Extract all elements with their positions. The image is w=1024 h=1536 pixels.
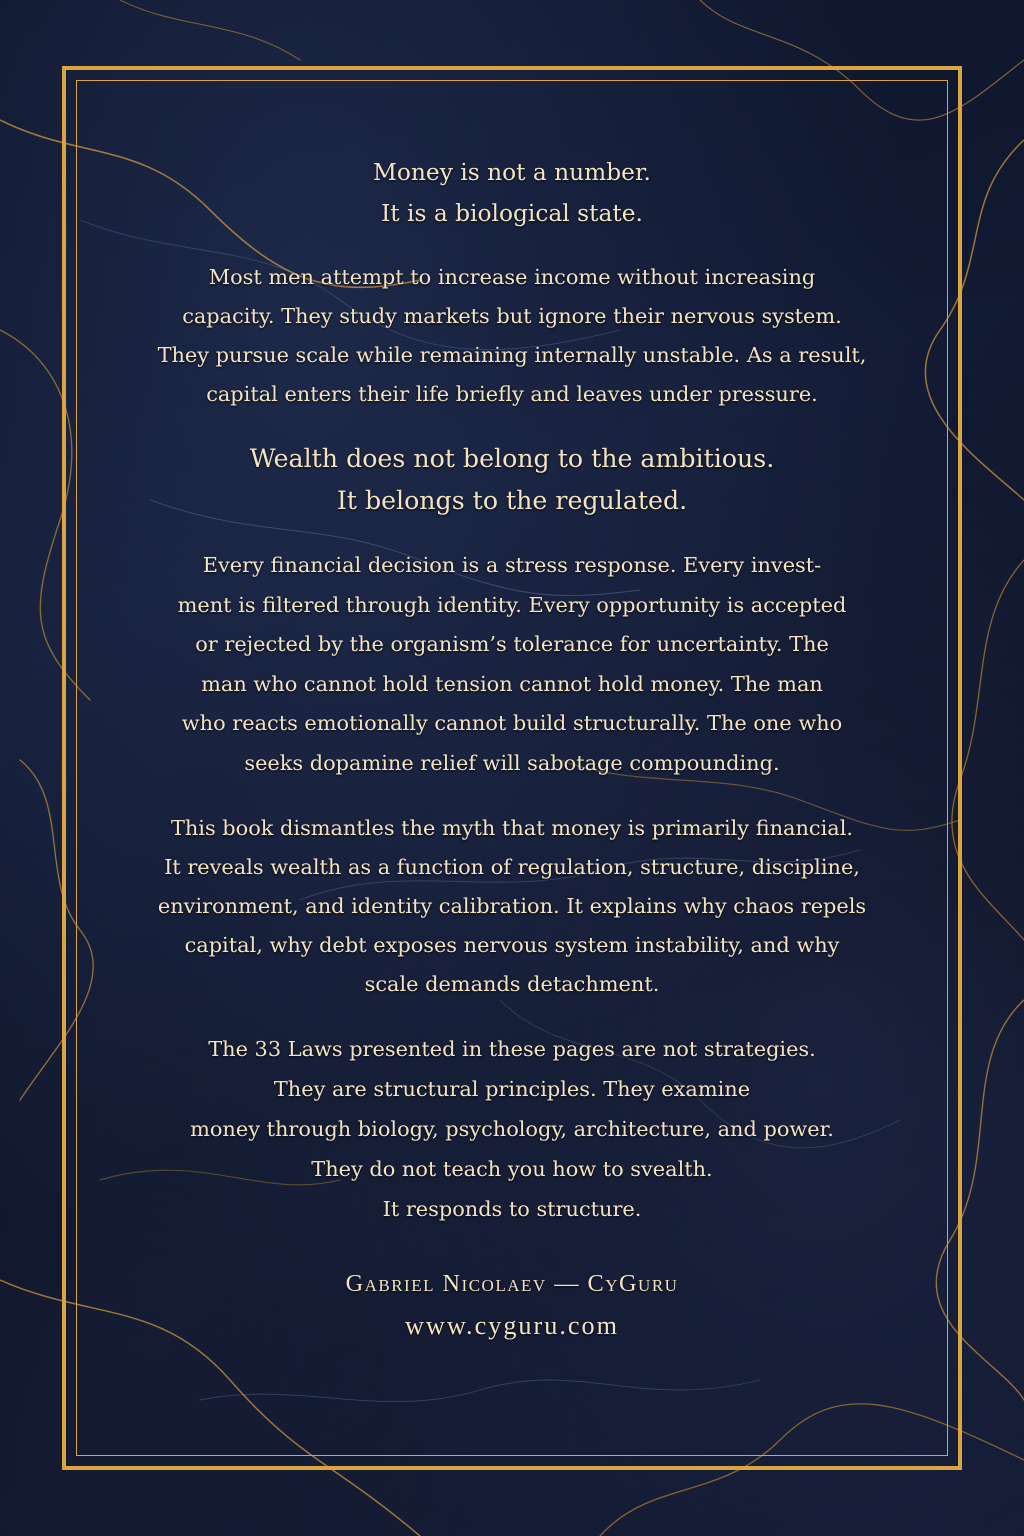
paragraph-line: capacity. They study markets but ignore their nervous system. <box>182 304 842 328</box>
website-url: www.cyguru.com <box>404 1311 620 1340</box>
paragraph-line: capital, why debt exposes nervous system instability, and why <box>184 933 840 957</box>
author-name: Gabriel Nicolaev — CyGuru <box>345 1270 679 1297</box>
lead-statement <box>100 152 924 234</box>
paragraph-2 <box>100 546 924 783</box>
paragraph-1 <box>100 258 924 414</box>
paragraph-line: scale demands detachment. <box>364 972 660 996</box>
paragraph-line: It responds to structure. <box>382 1197 642 1221</box>
paragraph-3 <box>100 809 924 1004</box>
paragraph-line: environment, and identity calibration. It explains why chaos repels <box>157 894 867 918</box>
lead-statement-2 <box>100 438 924 522</box>
paragraph-line: man who cannot hold tension cannot hold money. The man <box>201 671 823 696</box>
lead-line: It is a biological state. <box>381 200 643 227</box>
paragraph-line: They do not teach you how to svealth. <box>311 1157 713 1181</box>
paragraph-line: The 33 Laws presented in these pages are not strategies. <box>208 1037 816 1061</box>
paragraph-line: This book dismantles the myth that money is primarily financial. <box>170 816 854 840</box>
lead-line: Money is not a number. <box>373 159 651 186</box>
paragraph-line: They are structural principles. They examine <box>273 1077 751 1101</box>
paragraph-line: capital enters their life briefly and leaves under pressure. <box>206 382 818 406</box>
paragraph-line: or rejected by the organism’s tolerance for uncertainty. The <box>195 632 829 656</box>
paragraph-4 <box>100 1029 924 1229</box>
paragraph-line: Most men attempt to increase income without increasing <box>208 265 816 289</box>
paragraph-line: Every financial decision is a stress response. Every invest- <box>202 553 822 577</box>
lead-line: Wealth does not belong to the ambitious. <box>249 444 775 473</box>
paragraph-line: They pursue scale while remaining internally unstable. As a result, <box>157 343 867 367</box>
paragraph-line: ment is filtered through identity. Every opportunity is accepted <box>177 592 847 617</box>
paragraph-line: It reveals wealth as a function of regulation, structure, discipline, <box>164 855 860 879</box>
paragraph-line: who reacts emotionally cannot build structurally. The one who <box>181 711 843 735</box>
paragraph-line: seeks dopamine relief will sabotage compounding. <box>244 750 780 775</box>
paragraph-line: money through biology, psychology, architecture, and power. <box>190 1117 834 1141</box>
lead-line: It belongs to the regulated. <box>336 486 688 515</box>
